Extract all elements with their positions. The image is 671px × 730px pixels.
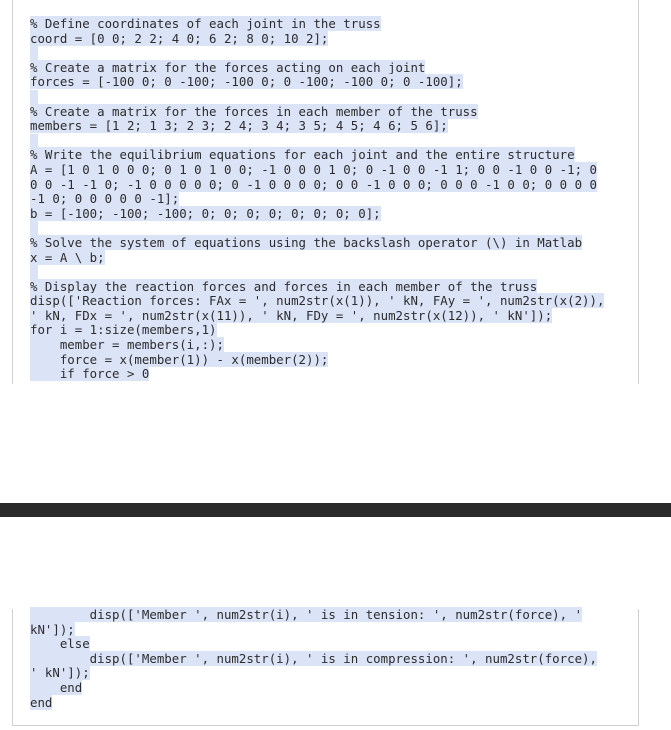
code-line-text: member = members(i,:); (30, 337, 224, 353)
code-line-text: forces = [-100 0; 0 -100; -100 0; 0 -100; -100 0; 0 -100]; (30, 74, 463, 90)
code-line-text: ' kN']); (30, 665, 90, 681)
code-line (30, 236, 604, 251)
code-line-text: disp(['Member ', num2str(i), ' is in compression: ', num2str(force), (30, 650, 597, 666)
code-line-text: x = A \ b; (30, 249, 105, 265)
code-line-text: % Create a matrix for the forces in each member of the truss (30, 103, 478, 119)
code-block-top[interactable] (30, 17, 604, 382)
code-line (30, 652, 597, 667)
code-line (30, 207, 604, 222)
code-line-text: disp(['Member ', num2str(i), ' is in tension: ', num2str(force), ' (30, 607, 583, 622)
code-line-text: for i = 1:size(members,1) (30, 322, 217, 338)
code-line (30, 46, 604, 61)
code-line (30, 353, 604, 368)
code-block-bottom[interactable] (30, 608, 597, 710)
code-line (30, 265, 604, 280)
code-line (30, 696, 597, 711)
code-line (30, 221, 604, 236)
page-divider (0, 503, 671, 517)
code-line (30, 338, 604, 353)
code-line (30, 148, 604, 163)
code-line (30, 105, 604, 120)
code-line-text: b = [-100; -100; -100; 0; 0; 0; 0; 0; 0; 0; 0]; (30, 205, 381, 221)
code-line (30, 163, 604, 178)
code-line (30, 32, 604, 47)
code-line (30, 90, 604, 105)
code-line-text: % Define coordinates of each joint in the truss (30, 16, 381, 31)
code-line (30, 666, 597, 681)
code-line-text: kN']); (30, 621, 75, 637)
code-line-text: -1 0; 0 0 0 0 0 -1]; (30, 191, 180, 207)
code-line (30, 367, 604, 382)
code-line-text: % Display the reaction forces and forces in each member of the truss (30, 278, 538, 294)
code-line-text: 0 0 -1 -1 0; -1 0 0 0 0 0; 0 -1 0 0 0 0; 0 0 -1 0 0 0; 0 0 0 -1 0 0; 0 0 0 0 (30, 176, 597, 192)
code-line-text: end (30, 694, 53, 710)
code-line (30, 192, 604, 207)
code-line (30, 623, 597, 638)
code-line-text: ' kN, FDx = ', num2str(x(11)), ' kN, FDy = ', num2str(x(12)), ' kN']); (30, 307, 553, 323)
code-line-text: A = [1 0 1 0 0 0; 0 1 0 1 0 0; -1 0 0 0 1 0; 0 -1 0 0 -1 1; 0 0 -1 0 0 -1; 0 (30, 161, 597, 177)
code-line (30, 178, 604, 193)
code-line-text: members = [1 2; 1 3; 2 3; 2 4; 3 4; 3 5; 4 5; 4 6; 5 6]; (30, 118, 448, 134)
code-line-text: force = x(member(1)) - x(member(2)); (30, 351, 329, 367)
code-line-text: coord = [0 0; 2 2; 4 0; 6 2; 8 0; 10 2]; (30, 30, 329, 46)
code-line (30, 323, 604, 338)
code-line-text: % Write the equilibrium equations for each joint and the entire structure (30, 147, 575, 163)
code-line (30, 608, 597, 623)
code-line (30, 681, 597, 696)
code-line (30, 251, 604, 266)
code-line (30, 294, 604, 309)
code-line (30, 280, 604, 295)
code-line (30, 637, 597, 652)
code-line-text: else (30, 636, 90, 652)
code-line (30, 119, 604, 134)
code-line-text: % Solve the system of equations using the backslash operator (\) in Matlab (30, 234, 583, 250)
code-line (30, 61, 604, 76)
code-line-text: end (30, 679, 83, 695)
code-line (30, 75, 604, 90)
code-line-text: % Create a matrix for the forces acting on each joint (30, 59, 426, 75)
code-line (30, 309, 604, 324)
code-line-text: disp(['Reaction forces: FAx = ', num2str(x(1)), ' kN, FAy = ', num2str(x(2)), (30, 293, 605, 309)
code-line-text: if force > 0 (30, 366, 150, 382)
code-line (30, 134, 604, 149)
code-line (30, 17, 604, 32)
